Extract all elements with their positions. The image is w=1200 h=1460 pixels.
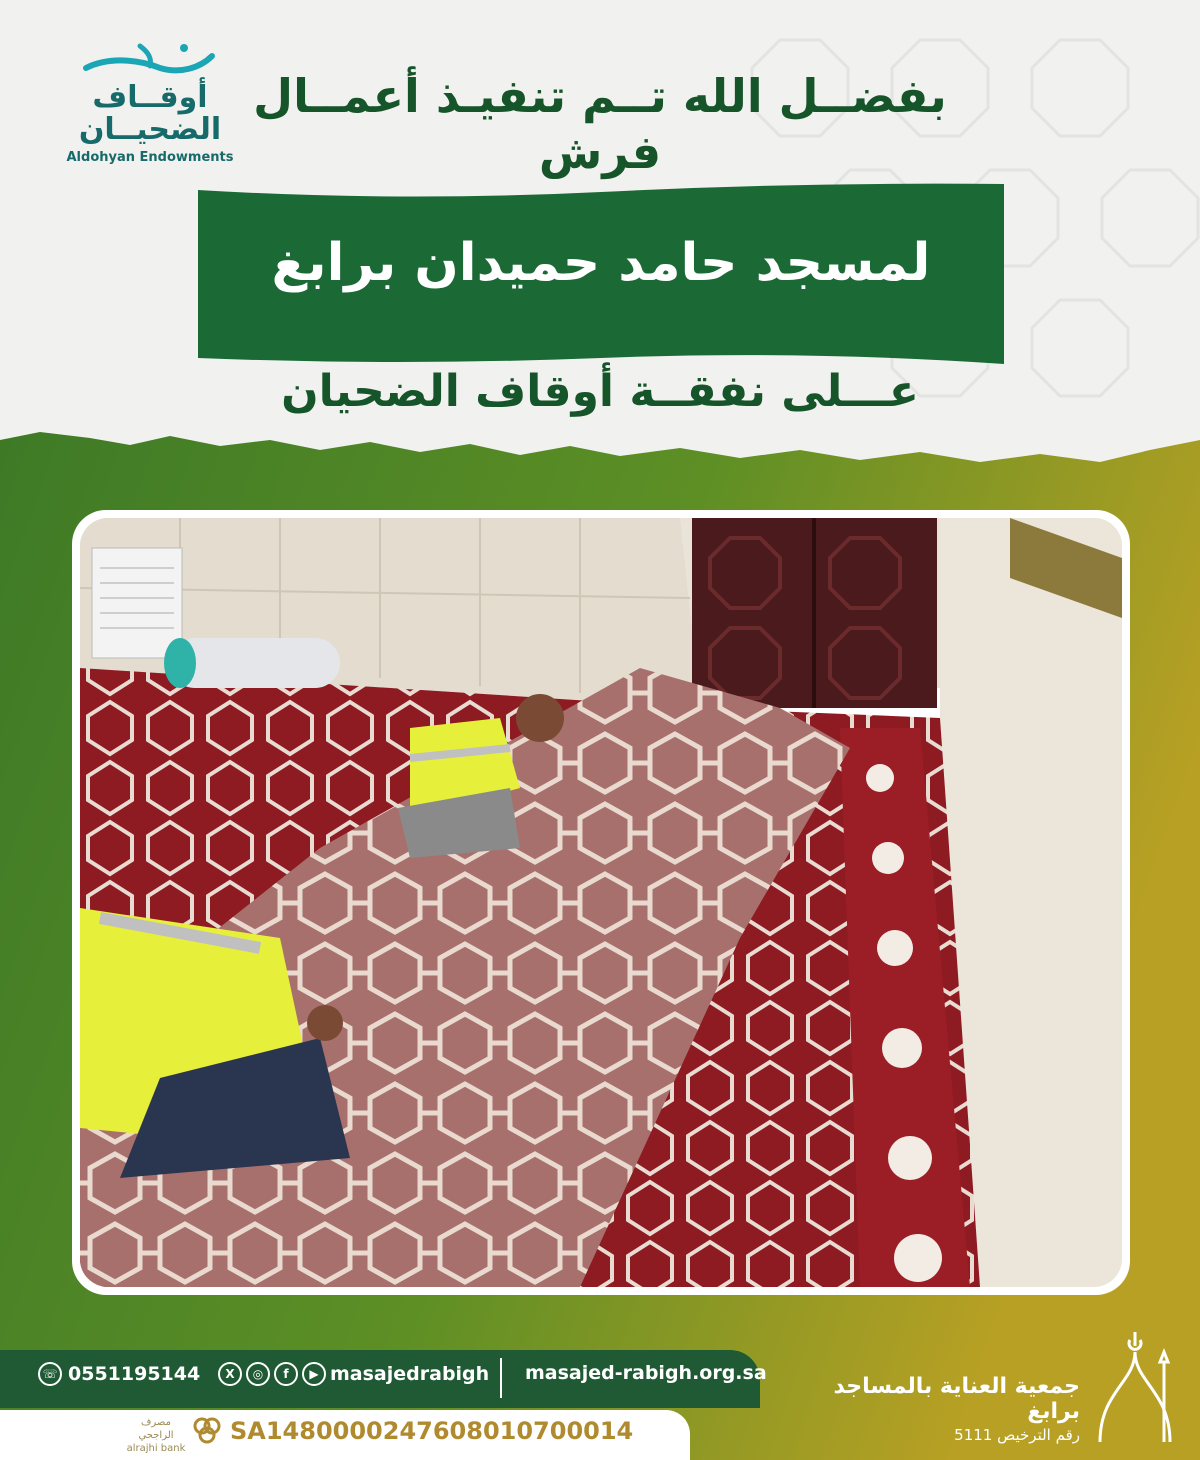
logo-swoosh-icon [80,38,220,82]
phone-contact[interactable] [38,1362,200,1386]
logo-arabic-line1: أوقــاف [92,80,208,115]
banner-mosque-name: لمسجد حامد حميدان برابغ [271,233,931,293]
photo-illustration [80,518,1122,1287]
facebook-icon[interactable]: f [274,1362,298,1386]
social-links [218,1362,489,1386]
logo-english: Aldohyan Endowments [66,150,234,165]
headline-top [200,68,1000,180]
headline-line2: فرش [538,125,662,179]
organization-info [780,1374,1080,1444]
bank-name-ar: مصرف الراجحي [138,1417,174,1441]
mosque-photo [80,518,1122,1287]
iban-block [192,1416,633,1446]
website-link[interactable]: masajed-rabigh.org.sa [525,1362,767,1384]
org-name: جمعية العناية بالمساجد برابغ [833,1374,1080,1424]
bank-logo [122,1416,190,1455]
org-license: رقم الترخيص 5111 [954,1426,1080,1444]
social-handle[interactable]: masajedrabigh [330,1363,490,1385]
headline-line1: بفضــل الله تــم تنفيـذ أعمــال [253,69,947,123]
mosque-dome-icon [1090,1322,1180,1452]
headline-line3: عـــلى نفقــة أوقاف الضحيان [281,366,919,417]
phone-number: 0551195144 [68,1363,201,1385]
x-icon[interactable]: X [218,1362,242,1386]
footer-separator [500,1358,502,1398]
iban-number: SA1480000247608010700014 [230,1417,634,1445]
whatsapp-icon: ☏ [38,1362,62,1386]
logo-arabic-line2: الضحيــان [78,112,222,147]
instagram-icon[interactable]: ◎ [246,1362,270,1386]
bank-name-en: alrajhi bank [126,1443,186,1454]
bank-emblem-icon [192,1416,222,1446]
youtube-icon[interactable]: ▶ [302,1362,326,1386]
